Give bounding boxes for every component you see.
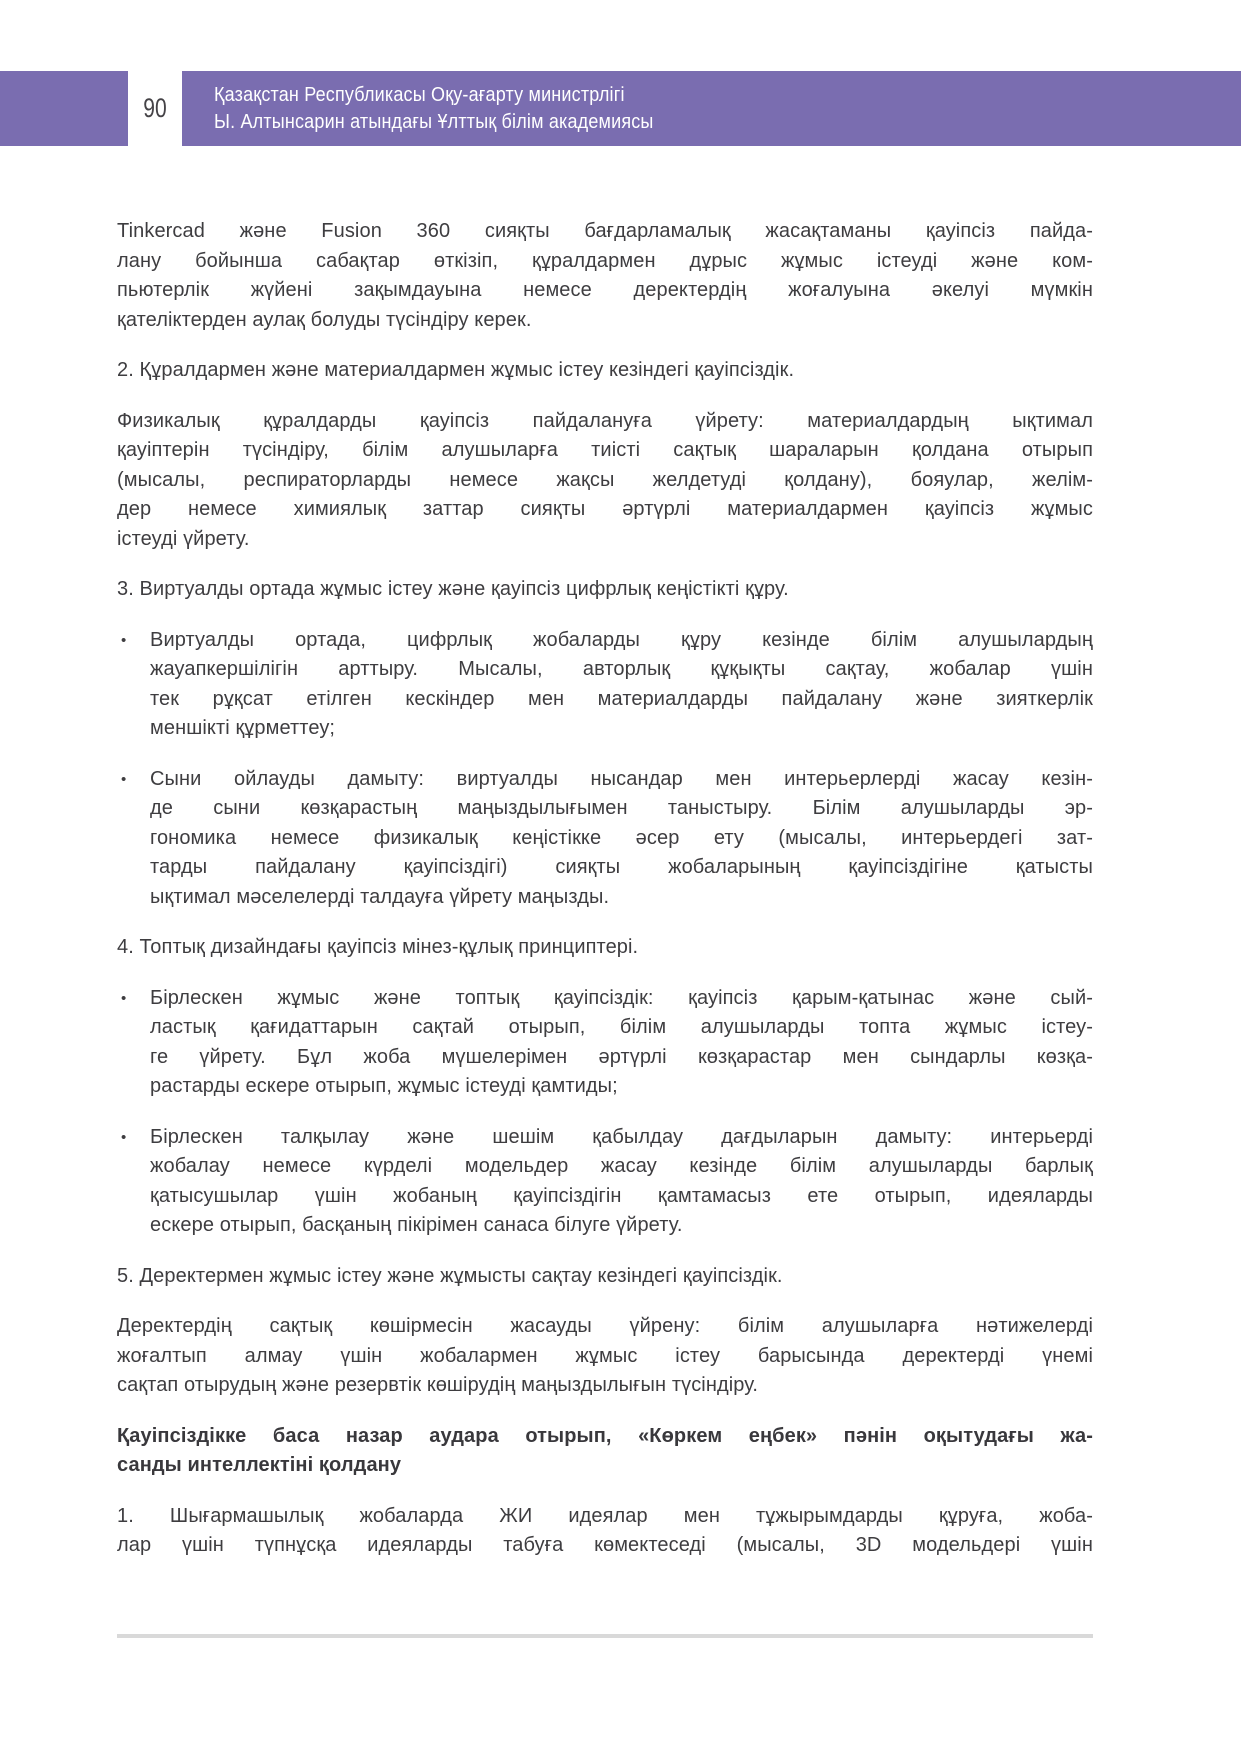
text-line: де сыни көзқарастың маңыздылығымен таныстыру. Білім алушыларды эр- <box>150 797 1093 819</box>
text-line: меншікті құрметтеу; <box>150 717 336 739</box>
footer-divider <box>117 1634 1093 1638</box>
text-line: ластық қағидаттарын сақтай отырып, білім алушыларды топта жұмыс істеу- <box>150 1016 1093 1038</box>
text-line: ескере отырып, басқаның пікірімен санаса білуге үйрету. <box>150 1214 683 1236</box>
text-line: істеуді үйрету. <box>117 527 250 550</box>
text-line: Физикалық құралдарды қауіпсіз пайдалануға үйрету: материалдардың ықтимал <box>117 409 1093 432</box>
text-line: лану бойынша сабақтар өткізіп, құралдармен дұрыс жұмыс істеуді және ком- <box>117 249 1093 272</box>
paragraph <box>117 933 1093 963</box>
bullet-item <box>117 765 1093 913</box>
bullet-text <box>150 984 1093 1102</box>
text-line: ықтимал мәселелерді талдауға үйрету маңызды. <box>150 885 610 908</box>
text-line: Бірлескен жұмыс және топтық қауіпсіздік: қауіпсіз қарым-қатынас және сый- <box>150 986 1093 1009</box>
text-line: Бірлескен талқылау және шешім қабылдау дағдыларын дамыту: интерьерді <box>150 1125 1093 1148</box>
bullet-marker-icon: • <box>121 631 127 649</box>
text-line: ге үйрету. Бұл жоба мүшелерімен әртүрлі көзқарастар мен сындарлы көзқа- <box>150 1045 1093 1068</box>
text-line: (мысалы, респираторларды немесе жақсы желдетуді қолдану), бояулар, желім- <box>117 468 1093 491</box>
paragraph <box>117 1312 1093 1401</box>
text-line: Деректердің сақтық көшірмесін жасауды үйрену: білім алушыларға нәтижелерді <box>117 1315 1093 1337</box>
page-number: 90 <box>143 93 167 123</box>
text-line: гономика немесе физикалық кеңістікке әсер ету (мысалы, интерьердегі зат- <box>150 826 1093 849</box>
text-line: қателіктерден аулақ болуды түсіндіру керек. <box>117 308 532 331</box>
bullet-marker-icon: • <box>121 989 127 1007</box>
page-number-cell <box>128 71 182 146</box>
header-line-1: Қазақстан Республикасы Оқу-ағарту министрлігі <box>214 84 625 106</box>
paragraph <box>117 1262 1093 1292</box>
section-heading <box>117 1422 1093 1481</box>
page-header-band <box>182 71 1241 146</box>
paragraph <box>117 1502 1093 1561</box>
bullet-text <box>150 765 1093 913</box>
paragraph <box>117 217 1093 335</box>
paragraph <box>117 356 1093 386</box>
text-line: Tinkercad және Fusion 360 сияқты бағдарламалық жасақтаманы қауіпсіз пайда- <box>117 220 1093 242</box>
paragraph <box>117 575 1093 605</box>
text-line: Виртуалды ортада, цифрлық жобаларды құру кезінде білім алушылардың <box>150 628 1093 651</box>
paragraph <box>117 407 1093 555</box>
bullet-text <box>150 626 1093 744</box>
text-line: тарды пайдалану қауіпсіздігі) сияқты жобаларының қауіпсіздігіне қатысты <box>150 856 1093 878</box>
bullet-marker-icon: • <box>121 770 127 788</box>
text-line: 3. Виртуалды ортада жұмыс істеу және қауіпсіз цифрлық кеңістікті құру. <box>117 578 789 600</box>
text-line: лар үшін түпнұсқа идеяларды табуға көмектеседі (мысалы, 3D модельдері үшін <box>117 1534 1093 1556</box>
text-line: жоғалтып алмау үшін жобалармен жұмыс істеу барысында деректерді үнемі <box>117 1344 1093 1367</box>
text-line: 5. Деректермен жұмыс істеу және жұмысты сақтау кезіндегі қауіпсіздік. <box>117 1264 783 1287</box>
text-line: дер немесе химиялық заттар сияқты әртүрлі материалдармен қауіпсіз жұмыс <box>117 498 1093 520</box>
text-line: растарды ескере отырып, жұмыс істеуді қамтиды; <box>150 1075 618 1097</box>
text-line: қатысушылар үшін жобаның қауіпсіздігін қамтамасыз ете отырып, идеяларды <box>150 1184 1093 1207</box>
text-line: 1. Шығармашылық жобаларда ЖИ идеялар мен тұжырымдарды құруға, жоба- <box>117 1504 1093 1527</box>
bullet-marker-icon: • <box>121 1128 127 1146</box>
text-line: 4. Топтық дизайндағы қауіпсіз мінез-құлық принциптері. <box>117 936 639 958</box>
text-line: Қауіпсіздікке баса назар аудара отырып, «Көркем еңбек» пәнін оқытудағы жа- <box>117 1424 1093 1447</box>
text-line: тек рұқсат етілген кескіндер мен материалдарды пайдалану және зияткерлік <box>150 687 1093 710</box>
bullet-item <box>117 626 1093 744</box>
header-band-left <box>0 71 128 146</box>
text-line: Сыни ойлауды дамыту: виртуалды нысандар мен интерьерлерді жасау кезін- <box>150 767 1093 790</box>
text-line: сақтап отырудың және резервтік көшірудің маңыздылығын түсіндіру. <box>117 1374 759 1396</box>
text-line: жобалау немесе күрделі модельдер жасау кезінде білім алушыларды барлық <box>150 1155 1093 1177</box>
text-line: жауапкершілігін арттыру. Мысалы, авторлық құқықты сақтау, жобалар үшін <box>150 658 1093 680</box>
bullet-text <box>150 1123 1093 1241</box>
text-line: 2. Құралдармен және материалдармен жұмыс істеу кезіндегі қауіпсіздік. <box>117 359 795 381</box>
header-line-2: Ы. Алтынсарин атындағы Ұлттық білім академиясы <box>214 110 654 133</box>
text-line: қауіптерін түсіндіру, білім алушыларға тиісті сақтық шараларын қолдана отырып <box>117 439 1093 461</box>
text-line: пьютерлік жүйені зақымдауына немесе деректердің жоғалуына әкелуі мүмкін <box>117 279 1093 301</box>
text-line: санды интеллектіні қолдану <box>117 1454 402 1476</box>
bullet-item <box>117 984 1093 1102</box>
bullet-item <box>117 1123 1093 1241</box>
document-body <box>117 217 1093 1561</box>
